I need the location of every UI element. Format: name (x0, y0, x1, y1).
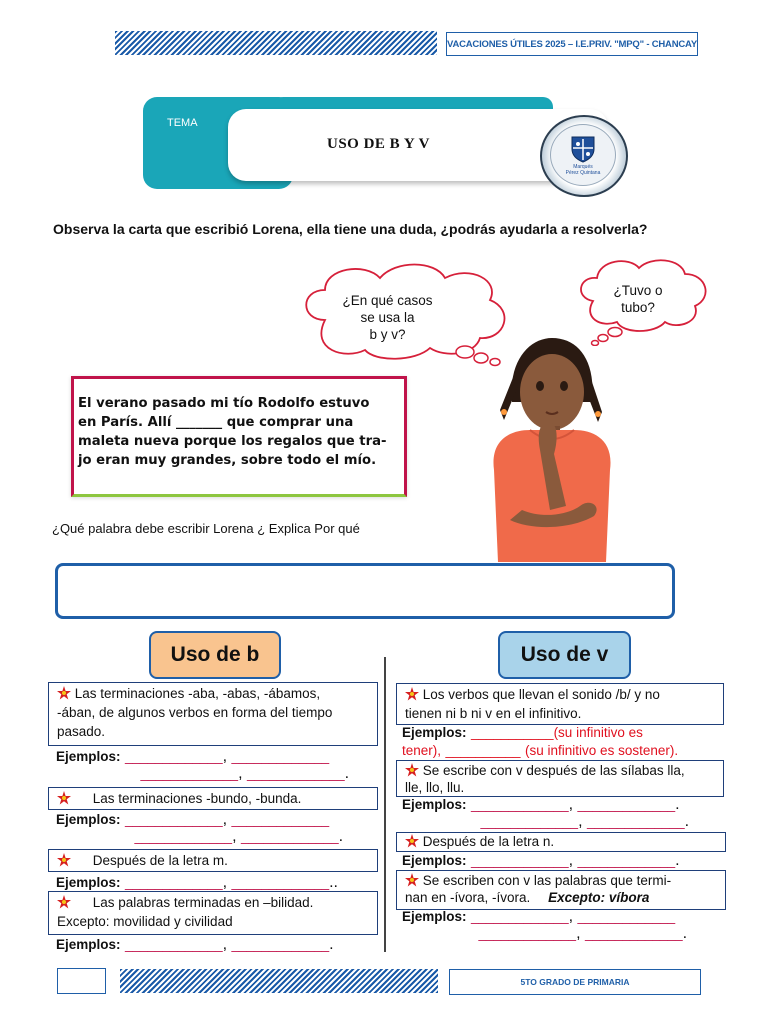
example-blank[interactable]: _____________ (470, 909, 569, 924)
footer-hatch-band (120, 969, 438, 993)
examples-label: Ejemplos: (402, 725, 467, 740)
example-note: (su infinitivo es sostener). (525, 742, 679, 758)
examples-label: Ejemplos: (56, 749, 121, 764)
dot: . (329, 936, 334, 953)
example-blank[interactable]: _____________ (240, 829, 339, 844)
cloud-left-line: ¿En qué casos (342, 293, 433, 308)
star-bullet-icon (57, 791, 71, 805)
rule-text: Las terminaciones -bundo, -bunda. (92, 791, 302, 806)
dot: . (675, 852, 680, 869)
examples-v-1 (402, 724, 732, 759)
rule-text: Después de la letra m. (92, 853, 228, 868)
example-note: (su infinitivo es (553, 725, 643, 740)
shield-icon (570, 135, 596, 163)
thinking-girl-illustration (470, 330, 630, 562)
rule-text: -ában, de algunos verbos en forma del tiempo (57, 705, 333, 720)
examples-v-4 (402, 908, 732, 942)
rule-text: tienen ni b ni v en el infinitivo. (405, 706, 582, 721)
rule-b-4 (48, 891, 378, 935)
rule-text: Las terminaciones -aba, -abas, -ábamos, (74, 686, 321, 701)
footer-page-box (57, 968, 106, 994)
sep: , (222, 936, 228, 953)
example-blank[interactable]: _____________ (124, 875, 223, 890)
star-bullet-icon (57, 686, 71, 700)
star-bullet-icon (57, 895, 71, 909)
answer-box[interactable] (55, 563, 675, 619)
sep: , (568, 796, 574, 813)
rule-v-3 (396, 832, 726, 852)
cloud-right-line: tubo? (621, 300, 655, 315)
sep: , (238, 765, 243, 782)
footer-grade-label: 5TO GRADO DE PRIMARIA (449, 969, 701, 995)
cloud-left-line: se usa la (360, 310, 415, 325)
rule-text: lle, llo, llu. (405, 780, 465, 795)
dot: . (344, 765, 350, 782)
rule-text: Se escriben con v las palabras que termi- (422, 873, 672, 888)
uso-v-heading: Uso de v (498, 631, 631, 679)
school-logo (540, 115, 628, 197)
example-blank[interactable]: _____________ (231, 749, 330, 764)
letter-line: jo eran muy grandes, sobre todo el mío. (78, 453, 377, 468)
rule-text: pasado. (57, 724, 106, 739)
example-blank[interactable]: _____________ (470, 853, 569, 868)
rule-b-3 (48, 849, 378, 872)
cloud-right-text (598, 282, 678, 316)
sep: , (578, 813, 583, 830)
column-divider (384, 657, 386, 952)
letter-line: maleta nueva porque los regalos que tra- (78, 434, 387, 449)
rule-text: Se escribe con v después de las sílabas lla, (422, 763, 685, 778)
dot: . (338, 828, 344, 845)
example-blank[interactable]: _____________ (577, 797, 676, 812)
intro-text: Observa la carta que escribió Lorena, ella tiene una duda, ¿podrás ayudarla a resolverla? (53, 221, 648, 237)
star-bullet-icon (405, 687, 419, 701)
examples-b-3 (56, 874, 386, 891)
example-blank[interactable]: ___________ (470, 725, 554, 740)
rule-v-1 (396, 683, 724, 725)
rule-text: nan en -ívora, -ívora. (405, 890, 531, 905)
example-blank[interactable]: _____________ (231, 937, 330, 952)
rule-text: Las palabras terminadas en –bilidad. (92, 895, 314, 910)
examples-b-1 (56, 748, 386, 782)
dot: . (675, 796, 680, 813)
rule-text: Los verbos que llevan el sonido /b/ y no (422, 687, 660, 702)
examples-label: Ejemplos: (402, 797, 467, 812)
rule-exception: Excepto: víbora (548, 890, 650, 905)
logo-text-1: Marqués (573, 163, 593, 170)
uso-b-heading: Uso de b (149, 631, 281, 679)
example-blank[interactable]: _____________ (246, 766, 345, 781)
rule-b-2 (48, 787, 378, 810)
rule-text: Excepto: movilidad y civilidad (57, 914, 233, 929)
example-blank[interactable]: _____________ (231, 812, 330, 827)
example-blank[interactable]: _____________ (577, 909, 676, 924)
header-school-label: VACACIONES ÚTILES 2025 – I.E.PRIV. "MPQ" - CHANCAY (446, 32, 698, 56)
dot: . (682, 925, 688, 942)
example-blank[interactable]: _____________ (577, 853, 676, 868)
example-blank[interactable]: _____________ (470, 797, 569, 812)
star-bullet-icon (57, 853, 71, 867)
example-blank[interactable]: _____________ (478, 926, 577, 941)
examples-label: Ejemplos: (56, 812, 121, 827)
sep: , (232, 828, 237, 845)
letter-line: en París. Allí _______ que comprar una (78, 415, 354, 430)
example-blank[interactable]: _____________ (584, 926, 683, 941)
example-blank[interactable]: _____________ (134, 829, 233, 844)
sep: , (568, 852, 574, 869)
question-text: ¿Qué palabra debe escribir Lorena ¿ Explica Por qué (52, 521, 360, 536)
cloud-left-line: b y v? (369, 327, 406, 342)
examples-b-4 (56, 936, 386, 953)
header-hatch-band (115, 31, 437, 55)
example-blank[interactable]: _____________ (586, 814, 685, 829)
letter-line: El verano pasado mi tío Rodolfo estuvo (78, 396, 370, 411)
star-bullet-icon (405, 873, 419, 887)
examples-label: Ejemplos: (56, 937, 121, 952)
cloud-right-line: ¿Tuvo o (613, 283, 663, 298)
school-logo-inner (550, 124, 616, 186)
example-blank[interactable]: __________ (445, 742, 521, 758)
example-blank[interactable]: _____________ (140, 766, 239, 781)
examples-label: Ejemplos: (402, 909, 467, 924)
example-note: tener), (402, 742, 442, 758)
letter-text (78, 394, 408, 470)
example-blank[interactable]: _____________ (480, 814, 579, 829)
dots: .. (329, 874, 338, 891)
example-blank[interactable]: _____________ (231, 875, 330, 890)
example-blank[interactable]: _____________ (124, 812, 223, 827)
sep: , (222, 874, 228, 891)
examples-label: Ejemplos: (56, 875, 121, 890)
sep: , (222, 811, 228, 828)
rule-v-2 (396, 760, 724, 797)
rule-text: Después de la letra n. (422, 834, 555, 849)
example-blank[interactable]: _____________ (124, 749, 223, 764)
cloud-left-text (315, 292, 460, 343)
sep: , (568, 908, 574, 925)
examples-v-3 (402, 852, 732, 869)
sep: , (222, 748, 228, 765)
dot: . (684, 813, 690, 830)
example-blank[interactable]: _____________ (124, 937, 223, 952)
topic-tag: TEMA (167, 117, 198, 129)
examples-label: Ejemplos: (402, 853, 467, 868)
star-bullet-icon (405, 834, 419, 848)
star-bullet-icon (405, 763, 419, 777)
examples-b-2 (56, 811, 386, 845)
logo-text-2: Pérez Quintana (565, 169, 601, 176)
examples-v-2 (402, 796, 732, 830)
rule-b-1 (48, 682, 378, 746)
topic-title: USO DE B Y V (327, 136, 430, 152)
sep: , (576, 925, 581, 942)
rule-v-4 (396, 870, 726, 910)
